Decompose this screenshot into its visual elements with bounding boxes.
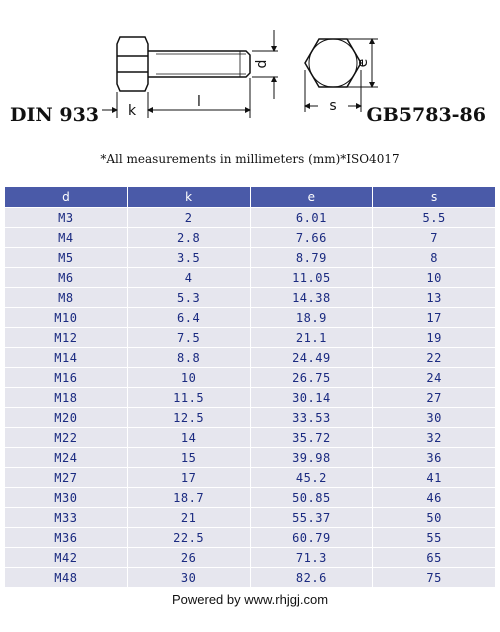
cell-d: M8 [5, 288, 128, 308]
bolt-hex-view [305, 39, 361, 87]
cell-e: 35.72 [250, 428, 373, 448]
cell-k: 7.5 [127, 328, 250, 348]
table-row [5, 248, 496, 268]
cell-s: 41 [373, 468, 496, 488]
cell-k: 18.7 [127, 488, 250, 508]
cell-s: 55 [373, 528, 496, 548]
cell-d: M12 [5, 328, 128, 348]
cell-s: 75 [373, 568, 496, 588]
cell-d: M18 [5, 388, 128, 408]
cell-e: 33.53 [250, 408, 373, 428]
l-label: l [197, 94, 201, 110]
header-d: d [5, 187, 128, 208]
cell-k: 26 [127, 548, 250, 568]
cell-d: M36 [5, 528, 128, 548]
cell-e: 21.1 [250, 328, 373, 348]
cell-k: 14 [127, 428, 250, 448]
table-row [5, 428, 496, 448]
cell-d: M16 [5, 368, 128, 388]
table-row [5, 408, 496, 428]
cell-d: M4 [5, 228, 128, 248]
table-row [5, 468, 496, 488]
k-l-dimension [102, 78, 250, 118]
cell-s: 46 [373, 488, 496, 508]
cell-k: 10 [127, 368, 250, 388]
bolt-side-view [117, 37, 250, 91]
cell-d: M3 [5, 208, 128, 228]
cell-s: 65 [373, 548, 496, 568]
cell-d: M14 [5, 348, 128, 368]
table-row [5, 308, 496, 328]
footer-credit: Powered by www.rhjgj.com [171, 592, 329, 607]
cell-k: 6.4 [127, 308, 250, 328]
table-row [5, 548, 496, 568]
cell-k: 5.3 [127, 288, 250, 308]
d-label: d [254, 59, 270, 69]
cell-e: 55.37 [250, 508, 373, 528]
cell-k: 30 [127, 568, 250, 588]
cell-e: 71.3 [250, 548, 373, 568]
gb-standard-label: GB5783-86 [366, 104, 486, 126]
table-row [5, 288, 496, 308]
cell-e: 26.75 [250, 368, 373, 388]
cell-s: 32 [373, 428, 496, 448]
measurement-note: *All measurements in millimeters (mm)*ISO4017 [100, 152, 400, 166]
cell-s: 7 [373, 228, 496, 248]
cell-s: 22 [373, 348, 496, 368]
cell-d: M22 [5, 428, 128, 448]
s-label: s [329, 98, 337, 114]
cell-s: 17 [373, 308, 496, 328]
table-row [5, 508, 496, 528]
cell-e: 8.79 [250, 248, 373, 268]
cell-d: M27 [5, 468, 128, 488]
cell-e: 45.2 [250, 468, 373, 488]
cell-k: 15 [127, 448, 250, 468]
cell-d: M42 [5, 548, 128, 568]
cell-k: 8.8 [127, 348, 250, 368]
cell-e: 6.01 [250, 208, 373, 228]
cell-s: 19 [373, 328, 496, 348]
e-label: e [355, 58, 371, 68]
cell-e: 18.9 [250, 308, 373, 328]
cell-d: M20 [5, 408, 128, 428]
cell-s: 10 [373, 268, 496, 288]
table-row [5, 348, 496, 368]
cell-s: 13 [373, 288, 496, 308]
table-row [5, 228, 496, 248]
cell-e: 50.85 [250, 488, 373, 508]
cell-s: 30 [373, 408, 496, 428]
cell-e: 14.38 [250, 288, 373, 308]
din-standard-label: DIN 933 [10, 104, 100, 126]
cell-s: 27 [373, 388, 496, 408]
k-label: k [127, 103, 137, 119]
cell-d: M24 [5, 448, 128, 468]
cell-d: M30 [5, 488, 128, 508]
table-row [5, 208, 496, 228]
cell-k: 2 [127, 208, 250, 228]
cell-e: 82.6 [250, 568, 373, 588]
cell-e: 24.49 [250, 348, 373, 368]
cell-d: M5 [5, 248, 128, 268]
table-body [5, 208, 496, 588]
cell-k: 2.8 [127, 228, 250, 248]
cell-s: 36 [373, 448, 496, 468]
cell-d: M33 [5, 508, 128, 528]
cell-s: 50 [373, 508, 496, 528]
header-e: e [250, 187, 373, 208]
header-s: s [373, 187, 496, 208]
cell-d: M48 [5, 568, 128, 588]
cell-k: 12.5 [127, 408, 250, 428]
cell-k: 22.5 [127, 528, 250, 548]
cell-e: 39.98 [250, 448, 373, 468]
cell-k: 21 [127, 508, 250, 528]
cell-d: M10 [5, 308, 128, 328]
table-row [5, 268, 496, 288]
cell-k: 3.5 [127, 248, 250, 268]
table-row [5, 388, 496, 408]
cell-e: 11.05 [250, 268, 373, 288]
cell-k: 11.5 [127, 388, 250, 408]
bolt-spec-table [4, 186, 496, 588]
cell-e: 7.66 [250, 228, 373, 248]
table-row [5, 488, 496, 508]
cell-k: 17 [127, 468, 250, 488]
cell-s: 5.5 [373, 208, 496, 228]
table-row [5, 528, 496, 548]
table-row [5, 328, 496, 348]
table-header-row [5, 187, 496, 208]
cell-s: 8 [373, 248, 496, 268]
header-k: k [127, 187, 250, 208]
table-row [5, 448, 496, 468]
table-row [5, 368, 496, 388]
cell-k: 4 [127, 268, 250, 288]
cell-e: 60.79 [250, 528, 373, 548]
cell-s: 24 [373, 368, 496, 388]
cell-e: 30.14 [250, 388, 373, 408]
cell-d: M6 [5, 268, 128, 288]
table-row [5, 568, 496, 588]
